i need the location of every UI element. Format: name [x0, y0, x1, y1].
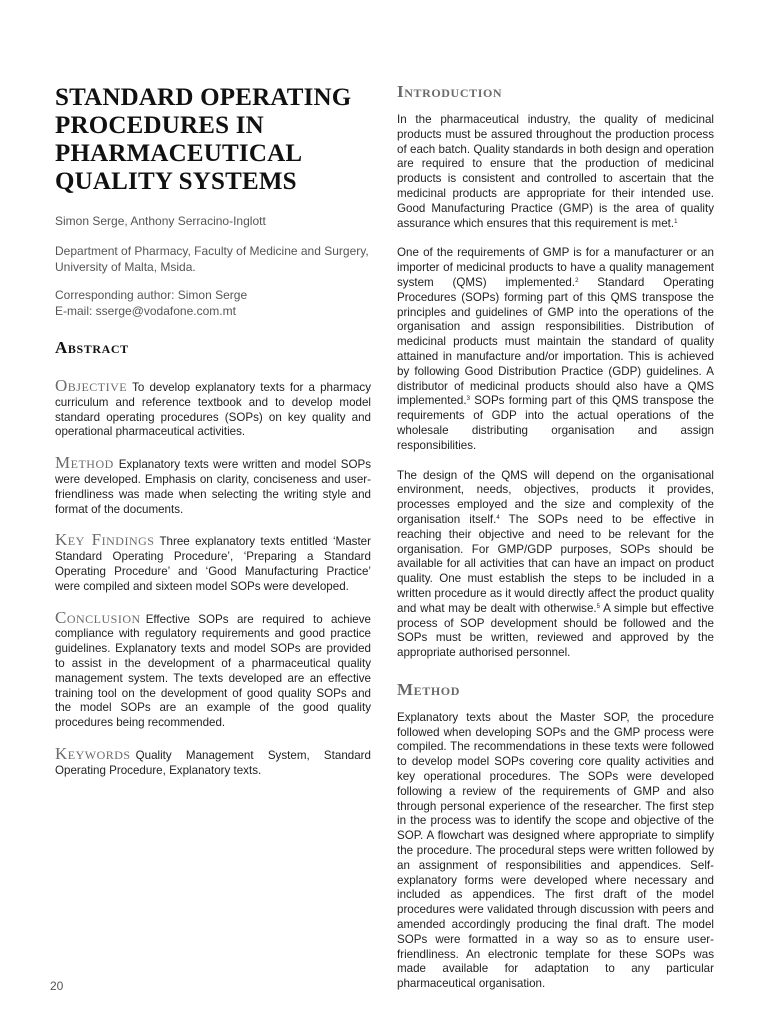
- key-findings-text: Three explanatory texts entitled ‘Master Standard Operating Procedure’, ‘Preparing a Standard Operating Procedure’ and ‘Good Manufacturing Practice’ were compiled and sixteen model SOPs were developed.: [55, 535, 371, 593]
- keywords-text: Quality Management System, Standard Operating Procedure, Explanatory texts.: [55, 748, 371, 777]
- paper-title: STANDARD OPERATING PROCEDURES IN PHARMACEUTICAL QUALITY SYSTEMS: [55, 84, 352, 195]
- abstract-heading: Abstract: [55, 338, 129, 357]
- corresponding-author: Corresponding author: Simon Serge: [55, 288, 248, 302]
- abstract-keywords: [55, 743, 371, 779]
- intro-p1-text: In the pharmaceutical industry, the quality of medicinal products must be assured throughout the production process of each batch. Quality standards in both design and operation are required to ensure that the production of medicinal products is consistent and controlled to ascertain that the medicinal products are appropriate for their intended use. Good Manufacturing Practice (GMP) is the area of quality assurance which ensures that this requirement is met.: [397, 113, 714, 230]
- intro-p3-text-a: The design of the QMS will depend on the organisational environment, needs, objectives, products it provides, processes employed and the size and complexity of the organisation itself.: [397, 468, 714, 526]
- method-heading: Method: [397, 679, 460, 699]
- introduction-paragraph-1: [397, 113, 714, 231]
- intro-p2-text-b: Standard Operating Procedures (SOPs) forming part of this QMS transpose the principles and guidelines of GMP into the operations of the organisation and assign responsibilities. Distribution of medicinal products must maintain the standard of quality attained in manufacture and/or importation. This is achieved by following Good Distribution Practice (GDP) guidelines. A distributor of medicinal products should also have a QMS implemented.: [397, 275, 714, 408]
- intro-p2-text-a: One of the requirements of GMP is for a manufacturer or an importer of medicinal products to have a quality management system (QMS) implemented.: [397, 246, 714, 289]
- right-column: [397, 80, 714, 992]
- abstract-objective: [55, 376, 371, 440]
- reference-marker: 5: [596, 603, 600, 610]
- intro-p2-text-c: SOPs forming part of this QMS transpose the requirements of GDP into the actual operations of the wholesale distributing organisation and assign responsibilities.: [397, 394, 714, 452]
- conclusion-text: Effective SOPs are required to achieve compliance with regulatory requirements and good practice guidelines. Explanatory texts and model SOPs are provided to assist in the development of a pharmaceutical quality management system. The texts developed are an effective training tool on the development of good quality SOPs and the model SOPs are an example of the good quality procedures being recommended.: [55, 612, 371, 730]
- method-text: Explanatory texts were written and model SOPs were developed. Emphasis on clarity, conciseness and user-friendliness was made when selecting the writing style and format of the documents.: [55, 458, 371, 516]
- method-paragraph: Explanatory texts about the Master SOP, the procedure followed when developing SOPs and the GMP process were compiled. The recommendations in these texts were followed to develop model SOPs covering core quality activities and key operational procedures. The SOPs were developed following a review of the requirements of GMP and also through personal experience of the researcher. The first step in the process was to identify the scope and objective of the SOP. A flowchart was designed where appropriate to simplify the procedure. The procedural steps were written followed by an assignment of responsibilities and appendices. Self-explanatory forms were developed where necessary and included as appendices. The first draft of the model procedures were validated through discussion with peers and amended accordingly producing the final draft. The model SOPs were formatted in a way so as to ensure user-friendliness. An electronic template for these SOPs was made available for adaptation to any particular pharmaceutical organisation.: [397, 710, 714, 991]
- reference-marker: 2: [575, 277, 579, 284]
- reference-marker: 1: [674, 218, 678, 225]
- page-number: 20: [50, 979, 64, 993]
- introduction-heading: Introduction: [397, 82, 503, 101]
- corresponding-block: [55, 287, 371, 319]
- authors: Simon Serge, Anthony Serracino-Inglott: [55, 214, 266, 228]
- abstract-key-findings: [55, 530, 371, 594]
- email: E-mail: sserge@vodafone.com.mt: [55, 304, 236, 318]
- method-label: Method: [55, 453, 114, 473]
- keywords-label: Keywords: [55, 743, 131, 763]
- key-findings-label: Key Findings: [55, 530, 155, 550]
- introduction-paragraph-2: [397, 246, 714, 453]
- conclusion-label: Conclusion: [55, 607, 141, 627]
- reference-marker: 4: [496, 514, 500, 521]
- abstract-conclusion: [55, 607, 371, 731]
- objective-text: To develop explanatory texts for a pharmacy curriculum and reference textbook and to develop model standard operating procedures (SOPs) on key quality and operational pharmaceutical activities.: [55, 381, 371, 439]
- objective-label: Objective: [55, 376, 128, 395]
- reference-marker: 3: [466, 396, 470, 403]
- intro-p3-text-c: A simple but effective process of SOP development should be followed and the SOPs must be written, reviewed and approved by the appropriate authorised personnel.: [397, 601, 714, 660]
- introduction-paragraph-3: [397, 469, 714, 661]
- left-column: [55, 80, 371, 779]
- abstract-method: [55, 453, 371, 517]
- affiliation: Department of Pharmacy, Faculty of Medicine and Surgery, University of Malta, Msida.: [55, 244, 369, 274]
- intro-p3-text-b: The SOPs need to be effective in reaching their objective and need to be relevant for the organisation. For GMP/GDP purposes, SOPs should be available for all activities that can have an impact on product quality. One must establish the steps to be included in a written procedure as it would directly affect the product quality and what may be dealt with otherwise.: [397, 512, 714, 615]
